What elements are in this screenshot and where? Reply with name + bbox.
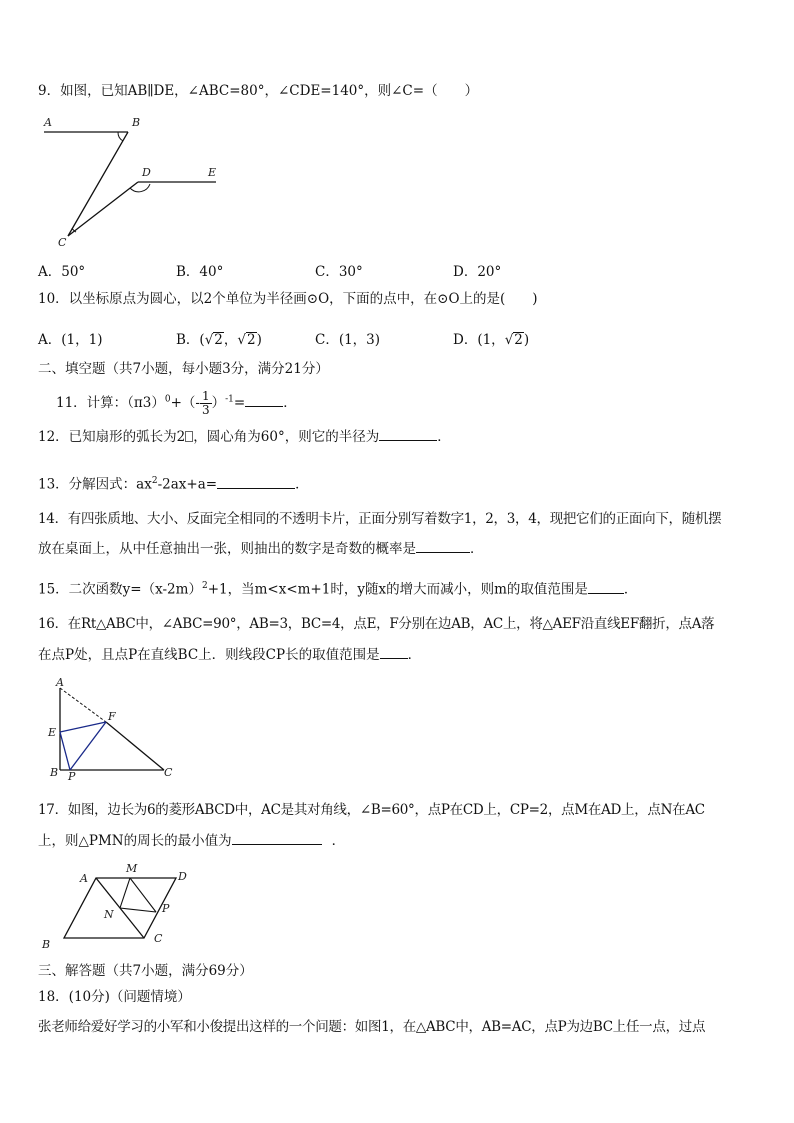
q9-option-c: C．30°: [315, 264, 363, 280]
label-E: E: [48, 726, 57, 739]
q14-tail: ．: [470, 541, 484, 557]
q16-line2: [38, 646, 421, 664]
q10-d-suffix: ): [523, 332, 530, 348]
q13-text2: -2ax+a=: [157, 476, 218, 493]
q14-answer-blank[interactable]: [416, 540, 470, 553]
q11-frac-num: 1: [202, 389, 210, 403]
q10-d-root: 2: [514, 332, 523, 348]
label-P: P: [162, 902, 170, 915]
q11-close: ）: [211, 395, 226, 411]
q16-line1: 16．在Rt△ABC中，∠ABC=90°，AB=3，BC=4，点E，F分别在边AB，AC上，将△AEF沿直线EF翻折，点A落: [38, 616, 715, 632]
q18-head: 18．(10分)（问题情境）: [38, 989, 191, 1005]
q15: [38, 577, 637, 599]
label-P: P: [68, 770, 76, 783]
label-N: N: [104, 908, 114, 921]
q10-b-suffix: ): [256, 332, 262, 348]
q10-b-root2: 2: [247, 332, 256, 348]
section-2-heading: 二、填空题（共7小题，每小题3分，满分21分）: [38, 361, 329, 377]
label-C: C: [58, 236, 67, 249]
label-B: B: [42, 938, 51, 951]
q14-text: 放在桌面上，从中任意抽出一张，则抽出的数字是奇数的概率是: [38, 541, 416, 557]
q11-answer-blank[interactable]: [245, 394, 283, 407]
q11-frac-den: 3: [202, 403, 210, 417]
q13-text: 13．分解因式：ax: [38, 476, 152, 493]
q11-prefix: 11．计算：（π3）: [56, 395, 165, 411]
q10-b-prefix: B．(: [176, 332, 205, 348]
q15-text2: +1，当m<x<m+1时，y随x的增大而减小，则m的取值范围是: [207, 581, 588, 598]
label-M: M: [126, 862, 138, 875]
q18-body: 张老师给爱好学习的小军和小俊提出这样的一个问题：如图1，在△ABC中，AB=AC，点P为边BC上任一点，过点: [38, 1019, 706, 1035]
q11: [56, 390, 297, 417]
label-A: A: [44, 116, 52, 129]
q10-b-root1: 2: [214, 332, 223, 348]
q15-exp: 2: [201, 581, 208, 591]
q13-tail: ．: [295, 476, 309, 493]
q16-answer-blank[interactable]: [380, 646, 408, 659]
q14-line2: [38, 540, 484, 558]
q15-answer-blank[interactable]: [588, 581, 624, 594]
q11-exp0: 0: [164, 394, 171, 405]
q11-mid: +（-: [170, 395, 200, 411]
q11-fraction: [200, 390, 212, 417]
q12-answer-blank[interactable]: [379, 428, 437, 441]
label-A: A: [80, 872, 88, 885]
q9-option-d: D．20°: [453, 264, 502, 280]
q9-option-b: B．40°: [176, 264, 224, 280]
q16-figure: [42, 676, 182, 786]
q9-stem: 9．如图，已知AB∥DE，∠ABC=80°，∠CDE=140°，则∠C=（ ）: [38, 83, 479, 99]
q12-tail: ．: [437, 429, 451, 445]
q10-option-d: D．(1，√2): [453, 332, 530, 348]
q13-exp: 2: [151, 476, 158, 486]
q10-option-b: B．(√2，√2): [176, 332, 262, 348]
q11-tail: ．: [283, 395, 297, 411]
q13-answer-blank[interactable]: [217, 476, 295, 489]
q10-d-prefix: D．(1，: [453, 332, 505, 348]
label-A: A: [56, 676, 64, 689]
q11-end: =: [233, 395, 246, 411]
q10-option-c: C．(1，3): [315, 332, 381, 348]
label-F: F: [108, 710, 116, 723]
label-C: C: [164, 766, 173, 779]
q10-option-a: A．(1，1): [38, 332, 103, 348]
q12-text: 12．已知扇形的弧长为2: [38, 429, 186, 445]
label-C: C: [154, 932, 163, 945]
q14-line1: 14．有四张质地、大小、反面完全相同的不透明卡片，正面分别写着数字1，2，3，4，现把它们的正面向下，随机摆: [38, 511, 722, 527]
q12: [38, 428, 451, 446]
q15-text: 15．二次函数y=（x-2m）: [38, 581, 202, 598]
q15-tail: ．: [623, 581, 638, 598]
q12-text2: ，圆心角为60°，则它的半径为: [193, 429, 380, 445]
q10-b-sep: ，: [223, 332, 238, 348]
q9-figure: [38, 112, 238, 252]
q17-line2: [38, 832, 345, 850]
q17-tail: ．: [331, 833, 346, 849]
q10-stem: 10．以坐标原点为圆心，以2个单位为半径画⊙O，下面的点中，在⊙O上的是( ): [38, 291, 538, 307]
label-D: D: [142, 166, 151, 179]
label-B: B: [50, 766, 59, 779]
section-3-heading: 三、解答题（共7小题，满分69分）: [38, 963, 253, 979]
label-E: E: [208, 166, 217, 179]
label-B: B: [132, 116, 141, 129]
q9-option-a: A．50°: [38, 264, 86, 280]
q17-text: 上，则△PMN的周长的最小值为: [38, 833, 232, 849]
q17-answer-blank[interactable]: [232, 832, 322, 845]
q11-exp1: -1: [225, 394, 234, 405]
q17-figure: [40, 862, 200, 952]
q13: [38, 472, 309, 494]
label-D: D: [178, 870, 187, 883]
q16-text: 在点P处，且点P在直线BC上．则线段CP长的取值范围是: [38, 647, 380, 663]
q16-tail: ．: [407, 647, 422, 663]
q17-line1: 17．如图，边长为6的菱形ABCD中，AC是其对角线，∠B=60°，点P在CD上，CP=2，点M在AD上，点N在AC: [38, 802, 705, 818]
